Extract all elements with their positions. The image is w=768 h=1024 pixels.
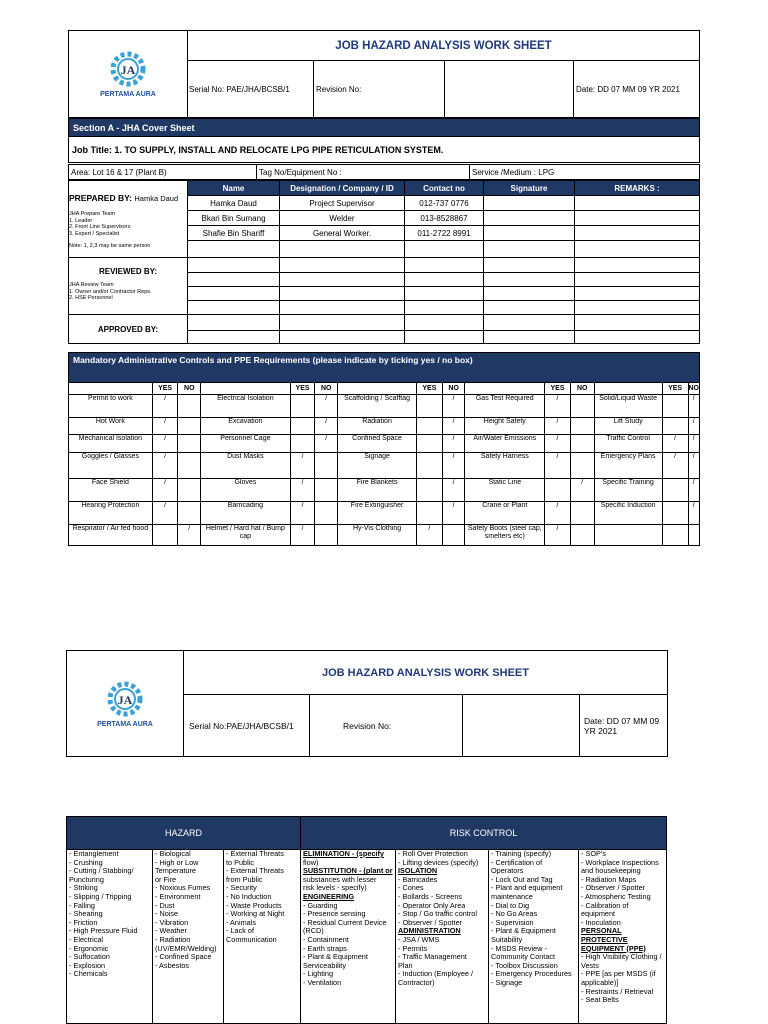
ppe-item-label: Lift Study bbox=[594, 418, 662, 435]
list-item: - Explosion bbox=[69, 960, 106, 970]
list-item: ADMINISTRATION bbox=[398, 926, 461, 936]
col-signature: Signature bbox=[484, 181, 575, 196]
ppe-no-checkbox[interactable] bbox=[315, 479, 338, 502]
ppe-no-checkbox[interactable]: / bbox=[442, 395, 465, 418]
table-row bbox=[69, 479, 700, 502]
list-item: - Chemicals bbox=[69, 969, 108, 979]
list-item: PERSONAL PROTECTIVE bbox=[581, 926, 628, 944]
ppe-item-label: Signage bbox=[338, 453, 417, 479]
list-item: - Presence sensing bbox=[303, 909, 366, 919]
ppe-item-label: Personnel Cage bbox=[201, 435, 291, 453]
ppe-item-label: Gloves bbox=[201, 479, 291, 502]
reviewed-by-cell bbox=[69, 258, 188, 315]
list-item: - Plant & Equipment bbox=[491, 926, 556, 936]
yes-header: YES bbox=[290, 383, 315, 395]
ppe-yes-checkbox[interactable]: / bbox=[152, 435, 178, 453]
member-name: Bkari Bin Sumang bbox=[188, 211, 280, 226]
col-contact: Contact no bbox=[405, 181, 484, 196]
ppe-item-label: Hearing Protection bbox=[69, 502, 153, 525]
no-header: NO bbox=[178, 383, 201, 395]
yes-header: YES bbox=[545, 383, 571, 395]
list-item: Vests bbox=[581, 960, 599, 970]
ppe-no-checkbox[interactable]: / bbox=[688, 435, 700, 453]
table-row bbox=[69, 395, 700, 418]
ppe-item-label: Scaffolding / Scafftag bbox=[338, 395, 417, 418]
list-item: - Striking bbox=[69, 883, 98, 893]
risk-control-heading: RISK CONTROL bbox=[301, 817, 667, 850]
job-title: Job Title: 1. TO SUPPLY, INSTALL AND RELOCATE LPG PIPE RETICULATION SYSTEM. bbox=[69, 137, 700, 163]
ppe-item-label: Safety Harness bbox=[465, 453, 545, 479]
list-item: - Biological bbox=[155, 849, 191, 858]
list-item: Suitability bbox=[491, 934, 523, 944]
list-item: - Waste Products bbox=[226, 900, 282, 910]
ppe-no-checkbox[interactable]: / bbox=[178, 525, 201, 546]
ppe-yes-checkbox[interactable]: / bbox=[545, 502, 571, 525]
blank-cell bbox=[445, 61, 574, 118]
ppe-table bbox=[68, 352, 700, 546]
ppe-item-label: Safety Boots (steel cap, smelters etc) bbox=[465, 525, 545, 546]
list-item: - Asbestos bbox=[155, 960, 190, 970]
approved-by: APPROVED BY: bbox=[69, 315, 188, 344]
area-row bbox=[68, 164, 700, 180]
table-row bbox=[69, 435, 700, 453]
ppe-no-checkbox[interactable] bbox=[315, 453, 338, 479]
list-item: - Electrical bbox=[69, 934, 104, 944]
ppe-item-label bbox=[594, 525, 662, 546]
list-item: EQUIPMENT (PPE) bbox=[581, 943, 646, 953]
risk-col-4 bbox=[579, 850, 667, 1024]
list-item: - Stop / Go traffic control bbox=[398, 909, 477, 919]
ppe-rows bbox=[69, 395, 700, 546]
logo-text: PERTAMA AURA bbox=[100, 91, 156, 98]
ppe-item-label: Mechanical Isolation bbox=[69, 435, 153, 453]
ppe-item-label: Crane or Plant bbox=[465, 502, 545, 525]
member-name: Hamka Daud bbox=[188, 196, 280, 211]
col-name: Name bbox=[188, 181, 280, 196]
ppe-no-checkbox[interactable]: / bbox=[442, 453, 465, 479]
prepare-team-list: JHA Prepare Team 1. Leader 2. Front Line Supervisors 3. Expert / Specialist bbox=[69, 211, 131, 237]
sheet-title: JOB HAZARD ANALYSIS WORK SHEET bbox=[184, 651, 668, 695]
header-table-2 bbox=[66, 650, 668, 757]
col-designation: Designation / Company / ID bbox=[280, 181, 405, 196]
list-item: Temperature bbox=[155, 866, 196, 876]
ppe-item-label: Helmet / Hard hat / Bump cap bbox=[201, 525, 291, 546]
section-a-heading: Section A - JHA Cover Sheet bbox=[69, 119, 700, 137]
ppe-yes-checkbox[interactable]: / bbox=[152, 453, 178, 479]
ppe-item-label: Radiation bbox=[338, 418, 417, 435]
ppe-yes-checkbox[interactable]: / bbox=[545, 395, 571, 418]
list-item: - Supervision bbox=[491, 917, 534, 927]
date-field: Date: DD 07 MM 09 YR 2021 bbox=[574, 61, 700, 118]
ppe-item-label: Excavation bbox=[201, 418, 291, 435]
list-item: - External Threats bbox=[226, 849, 284, 858]
list-item: - Animals bbox=[226, 917, 257, 927]
list-item: applicable)] bbox=[581, 977, 619, 987]
ppe-no-checkbox[interactable] bbox=[570, 418, 594, 435]
list-item: Plan bbox=[398, 960, 413, 970]
list-item: - Cones bbox=[398, 883, 424, 893]
ppe-no-checkbox[interactable]: / bbox=[442, 435, 465, 453]
risk-col-2 bbox=[396, 850, 489, 1024]
ppe-no-checkbox[interactable] bbox=[570, 525, 594, 546]
table-row bbox=[69, 453, 700, 479]
ppe-yes-checkbox[interactable]: / bbox=[290, 502, 315, 525]
revision-no: Revision No: bbox=[310, 695, 463, 757]
ppe-yes-checkbox[interactable] bbox=[417, 418, 443, 435]
list-item: - Inoculation bbox=[581, 917, 621, 927]
ppe-item-label: Confined Space bbox=[338, 435, 417, 453]
ppe-no-checkbox[interactable] bbox=[570, 453, 594, 479]
ppe-yes-checkbox[interactable] bbox=[290, 395, 315, 418]
list-item: - JSA / WMS bbox=[398, 934, 440, 944]
logo-cell bbox=[67, 651, 184, 757]
list-item: - Operator Only Area bbox=[398, 900, 466, 910]
no-header: NO bbox=[570, 383, 594, 395]
ppe-no-checkbox[interactable]: / bbox=[315, 418, 338, 435]
ppe-item-label: Solid/Liquid Waste bbox=[594, 395, 662, 418]
list-item: - Dust bbox=[155, 900, 175, 910]
list-item: - Falling bbox=[69, 900, 95, 910]
list-item: - Induction (Employee / bbox=[398, 969, 474, 979]
member-signature bbox=[484, 211, 575, 226]
list-item: - Traffic Management bbox=[398, 952, 467, 962]
list-item: - Training (specify) bbox=[491, 849, 552, 858]
list-item: - Working at Night bbox=[226, 909, 285, 919]
ppe-no-checkbox[interactable] bbox=[688, 525, 700, 546]
list-item: - Lifting devices (specify) bbox=[398, 857, 479, 867]
company-logo bbox=[67, 679, 183, 729]
ppe-yes-checkbox[interactable] bbox=[662, 395, 688, 418]
ppe-yes-checkbox[interactable]: / bbox=[545, 453, 571, 479]
ppe-item-label: Height Safety bbox=[465, 418, 545, 435]
list-item: (RCD) bbox=[303, 926, 324, 936]
svg-text:JA: JA bbox=[120, 63, 136, 77]
ppe-no-checkbox[interactable]: / bbox=[688, 418, 700, 435]
list-item: - No Go Areas bbox=[491, 909, 538, 919]
ppe-no-checkbox[interactable]: / bbox=[688, 502, 700, 525]
no-header: NO bbox=[442, 383, 465, 395]
list-item: risk levels - specify) bbox=[303, 883, 367, 893]
ppe-yes-checkbox[interactable] bbox=[662, 418, 688, 435]
list-item: Serviceability bbox=[303, 960, 346, 970]
ppe-no-checkbox[interactable] bbox=[442, 525, 465, 546]
section-a-table bbox=[68, 118, 700, 163]
ppe-no-checkbox[interactable] bbox=[570, 435, 594, 453]
list-item: - Ergonomic bbox=[69, 943, 109, 953]
member-contact: 012-737 0776 bbox=[405, 196, 484, 211]
hazard-risk-table bbox=[66, 816, 667, 1024]
risk-col-3 bbox=[489, 850, 579, 1024]
ppe-no-checkbox[interactable]: / bbox=[442, 418, 465, 435]
list-item: (UV/EMR/Welding) bbox=[155, 943, 217, 953]
list-item: - Observer / Spotter bbox=[581, 883, 646, 893]
ppe-yes-checkbox[interactable]: / bbox=[290, 453, 315, 479]
hazard-col-1 bbox=[67, 850, 153, 1024]
blank-cell bbox=[463, 695, 580, 757]
ppe-yes-checkbox[interactable] bbox=[662, 502, 688, 525]
list-item: - Lack of bbox=[226, 926, 254, 936]
yes-header: YES bbox=[152, 383, 178, 395]
list-item: substances with lesser bbox=[303, 874, 377, 884]
list-item: - Bollards - Screens bbox=[398, 891, 463, 901]
ppe-no-checkbox[interactable]: / bbox=[688, 395, 700, 418]
list-item: - Barricades bbox=[398, 874, 438, 884]
list-item: SUBSTITUTION - (plant or bbox=[303, 866, 393, 876]
sheet-title: JOB HAZARD ANALYSIS WORK SHEET bbox=[188, 31, 700, 61]
list-item: ENGINEERING bbox=[303, 891, 355, 901]
list-item: - Restraints / Retrieval bbox=[581, 986, 654, 996]
ppe-yes-checkbox[interactable]: / bbox=[662, 435, 688, 453]
list-item: - External Threats bbox=[226, 866, 284, 876]
ppe-no-checkbox[interactable] bbox=[178, 453, 201, 479]
ppe-no-checkbox[interactable] bbox=[178, 502, 201, 525]
member-name: Shafie Bin Shariff bbox=[188, 226, 280, 241]
list-item: - Roll Over Protection bbox=[398, 849, 468, 858]
list-item: - Signage bbox=[491, 977, 523, 987]
ppe-item-label: Emergency Plans bbox=[594, 453, 662, 479]
list-item: - High Visibility Clothing / bbox=[581, 952, 662, 962]
ppe-yes-checkbox[interactable] bbox=[290, 418, 315, 435]
ppe-no-checkbox[interactable]: / bbox=[315, 395, 338, 418]
member-remarks bbox=[575, 226, 700, 241]
no-header: NO bbox=[315, 383, 338, 395]
list-item: - Noise bbox=[155, 909, 179, 919]
ppe-no-checkbox[interactable] bbox=[315, 525, 338, 546]
list-item: and housekeeping bbox=[581, 866, 641, 876]
list-item: - Security bbox=[226, 883, 257, 893]
list-item: - High or Low bbox=[155, 857, 199, 867]
member-designation: Welder bbox=[280, 211, 405, 226]
list-item: - No Induction bbox=[226, 891, 272, 901]
list-item: - Friction bbox=[69, 917, 98, 927]
ppe-item-label: Respirator / Air fed hood bbox=[69, 525, 153, 546]
list-item: - Lock Out and Tag bbox=[491, 874, 553, 884]
prepare-note: Note: 1, 2,3 may be same person bbox=[69, 243, 151, 249]
ppe-item-label: Air/Water Emissions bbox=[465, 435, 545, 453]
ppe-item-label: Face Shield bbox=[69, 479, 153, 502]
ppe-no-checkbox[interactable]: / bbox=[688, 453, 700, 479]
ppe-heading: Mandatory Administrative Controls and PPE Requirements (please indicate by ticking yes / no box) bbox=[69, 353, 700, 383]
ppe-no-checkbox[interactable] bbox=[178, 479, 201, 502]
member-signature bbox=[484, 196, 575, 211]
serial-no: Serial No: PAE/JHA/BCSB/1 bbox=[188, 61, 314, 118]
ppe-item-label: Gas Test Required bbox=[465, 395, 545, 418]
risk-col-1 bbox=[301, 850, 396, 1024]
ppe-no-checkbox[interactable] bbox=[178, 395, 201, 418]
list-item: - Plant & Equipment bbox=[303, 952, 368, 962]
ppe-item-label: Hy-Vis Clothing bbox=[338, 525, 417, 546]
member-designation: Project Supervisor bbox=[280, 196, 405, 211]
gear-logo-icon bbox=[103, 49, 153, 91]
ppe-yes-checkbox[interactable]: / bbox=[152, 479, 178, 502]
list-item: - Dial to Dig bbox=[491, 900, 530, 910]
ppe-item-label: Specific Training bbox=[594, 479, 662, 502]
ppe-yes-checkbox[interactable] bbox=[545, 479, 571, 502]
gear-logo-icon bbox=[100, 679, 150, 721]
list-item: - Atmospheric Testing bbox=[581, 891, 651, 901]
hazard-heading: HAZARD bbox=[67, 817, 301, 850]
member-signature bbox=[484, 226, 575, 241]
list-item: - Calibration of bbox=[581, 900, 629, 910]
reviewed-by: REVIEWED BY: bbox=[98, 267, 158, 276]
ppe-no-checkbox[interactable] bbox=[570, 502, 594, 525]
ppe-yes-checkbox[interactable] bbox=[662, 525, 688, 546]
no-header: NO bbox=[688, 383, 700, 395]
ppe-yes-checkbox[interactable]: / bbox=[290, 479, 315, 502]
list-item: to Public bbox=[226, 857, 254, 867]
list-item: - Emergency Procedures bbox=[491, 969, 572, 979]
list-item: - Earth straps bbox=[303, 943, 347, 953]
table-row bbox=[69, 502, 700, 525]
yes-header: YES bbox=[662, 383, 688, 395]
ppe-yes-checkbox[interactable] bbox=[662, 479, 688, 502]
table-row bbox=[69, 418, 700, 435]
ppe-yes-checkbox[interactable] bbox=[417, 435, 443, 453]
ppe-yes-checkbox[interactable]: / bbox=[545, 525, 571, 546]
ppe-yes-checkbox[interactable] bbox=[290, 435, 315, 453]
ppe-item-label: Hot Work bbox=[69, 418, 153, 435]
ppe-item-label: Barricading bbox=[201, 502, 291, 525]
ppe-item-label: Fire Extinguisher bbox=[338, 502, 417, 525]
list-item: - Certification of bbox=[491, 857, 543, 867]
list-item: - Lighting bbox=[303, 969, 334, 979]
ppe-no-checkbox[interactable]: / bbox=[315, 435, 338, 453]
ppe-no-checkbox[interactable] bbox=[570, 395, 594, 418]
ppe-yes-checkbox[interactable]: / bbox=[152, 395, 178, 418]
area-field: Area: Lot 16 & 17 (Plant B) bbox=[69, 165, 257, 180]
list-item: - High Pressure Fluid bbox=[69, 926, 138, 936]
ppe-no-checkbox[interactable] bbox=[315, 502, 338, 525]
list-item: - Observer / Spotter bbox=[398, 917, 463, 927]
ppe-item-label: Permit to work bbox=[69, 395, 153, 418]
prepared-by: PREPARED BY: Hamka Daud bbox=[69, 193, 179, 203]
ppe-yes-checkbox[interactable] bbox=[417, 395, 443, 418]
list-item: Communication bbox=[226, 934, 277, 944]
list-item: - Ventilation bbox=[303, 977, 342, 987]
list-item: - Noxious Fumes bbox=[155, 883, 211, 893]
list-item: maintenance bbox=[491, 891, 533, 901]
list-item: - Entanglement bbox=[69, 849, 119, 858]
ppe-no-checkbox[interactable]: / bbox=[442, 502, 465, 525]
tag-field: Tag No/Equipment No : bbox=[257, 165, 470, 180]
member-remarks bbox=[575, 196, 700, 211]
list-item: - Radiation Maps bbox=[581, 874, 637, 884]
hazard-col-3 bbox=[224, 850, 301, 1024]
list-item: from Public bbox=[226, 874, 263, 884]
company-logo bbox=[69, 49, 187, 99]
ppe-item-label: Fire Blankets bbox=[338, 479, 417, 502]
ppe-item-label: Static Line bbox=[465, 479, 545, 502]
ppe-no-checkbox[interactable] bbox=[178, 435, 201, 453]
list-item: Contractor) bbox=[398, 977, 435, 987]
member-contact: 013-8528867 bbox=[405, 211, 484, 226]
ppe-yes-checkbox[interactable] bbox=[417, 502, 443, 525]
list-item: - Environment bbox=[155, 891, 201, 901]
list-item: - PPE [as per MSDS (if bbox=[581, 969, 656, 979]
ppe-item-label: Electrical Isolation bbox=[201, 395, 291, 418]
member-remarks bbox=[575, 211, 700, 226]
ppe-item-label: Goggles / Glasses bbox=[69, 453, 153, 479]
list-item: - Radiation bbox=[155, 934, 191, 944]
ppe-yes-checkbox[interactable]: / bbox=[290, 525, 315, 546]
ppe-yes-checkbox[interactable]: / bbox=[662, 453, 688, 479]
ppe-yes-checkbox[interactable]: / bbox=[545, 418, 571, 435]
service-field: Service /Medium : LPG bbox=[470, 165, 700, 180]
list-item: - SOP's bbox=[581, 849, 606, 858]
list-item: - Guarding bbox=[303, 900, 338, 910]
col-remarks: REMARKS : bbox=[575, 181, 700, 196]
member-designation: General Worker. bbox=[280, 226, 405, 241]
list-item: equipment bbox=[581, 909, 616, 919]
list-item: - Vibration bbox=[155, 917, 189, 927]
list-item: or Fire bbox=[155, 874, 177, 884]
serial-no: Serial No:PAE/JHA/BCSB/1 bbox=[184, 695, 310, 757]
date-field: Date: DD 07 MM 09 YR 2021 bbox=[580, 695, 668, 757]
list-item: - Workplace Inspections bbox=[581, 857, 659, 867]
list-item: - Shearing bbox=[69, 909, 103, 919]
logo-text: PERTAMA AURA bbox=[97, 720, 153, 728]
list-item: - Containment bbox=[303, 934, 349, 944]
logo-cell bbox=[69, 31, 188, 118]
list-item: - Slipping / Tripping bbox=[69, 891, 132, 901]
hazard-col-2 bbox=[153, 850, 224, 1024]
list-item: - Permits bbox=[398, 943, 428, 953]
list-item: - Cutting / Stabbing/ bbox=[69, 866, 134, 876]
list-item: - MSDS Review - bbox=[491, 943, 547, 953]
ppe-no-checkbox[interactable]: / bbox=[570, 479, 594, 502]
ppe-yes-checkbox[interactable]: / bbox=[545, 435, 571, 453]
list-item: - Suffocation bbox=[69, 952, 110, 962]
svg-text:JA: JA bbox=[117, 692, 133, 707]
ppe-item-label: Traffic Control bbox=[594, 435, 662, 453]
ppe-yes-checkbox[interactable]: / bbox=[152, 418, 178, 435]
list-item: - Toolbox Discussion bbox=[491, 960, 558, 970]
list-item: - Residual Current Device bbox=[303, 917, 387, 927]
list-item: flow) bbox=[303, 857, 319, 867]
ppe-yes-checkbox[interactable] bbox=[152, 525, 178, 546]
list-item: - Seat Belts bbox=[581, 995, 619, 1005]
yes-header: YES bbox=[417, 383, 443, 395]
list-item: Community Contact bbox=[491, 952, 556, 962]
ppe-yes-checkbox[interactable] bbox=[417, 453, 443, 479]
team-table bbox=[68, 180, 700, 344]
ppe-item-label: Specific Induction bbox=[594, 502, 662, 525]
table-row bbox=[69, 525, 700, 546]
list-item: ELIMINATION - (specify bbox=[303, 849, 384, 858]
member-contact: 011-2722 8991 bbox=[405, 226, 484, 241]
list-item: - Crushing bbox=[69, 857, 103, 867]
list-item: - Plant and equipment bbox=[491, 883, 563, 893]
revision-no: Revision No: bbox=[314, 61, 445, 118]
ppe-no-checkbox[interactable]: / bbox=[442, 479, 465, 502]
list-item: Puncturing bbox=[69, 874, 104, 884]
prepared-by-cell bbox=[69, 181, 188, 258]
ppe-yes-checkbox[interactable] bbox=[417, 479, 443, 502]
ppe-item-label: Dust Masks bbox=[201, 453, 291, 479]
header-table-1 bbox=[68, 30, 700, 118]
list-item: - Confined Space bbox=[155, 952, 212, 962]
list-item: ISOLATION bbox=[398, 866, 438, 876]
list-item: - Weather bbox=[155, 926, 187, 936]
ppe-no-checkbox[interactable]: / bbox=[688, 479, 700, 502]
ppe-no-checkbox[interactable] bbox=[178, 418, 201, 435]
review-team-list: JHA Review Team 1. Owner and/or Contractor Reps. 2. HSE Personnel bbox=[69, 282, 152, 301]
list-item: Operators bbox=[491, 866, 524, 876]
ppe-yes-checkbox[interactable]: / bbox=[152, 502, 178, 525]
ppe-yes-checkbox[interactable]: / bbox=[417, 525, 443, 546]
